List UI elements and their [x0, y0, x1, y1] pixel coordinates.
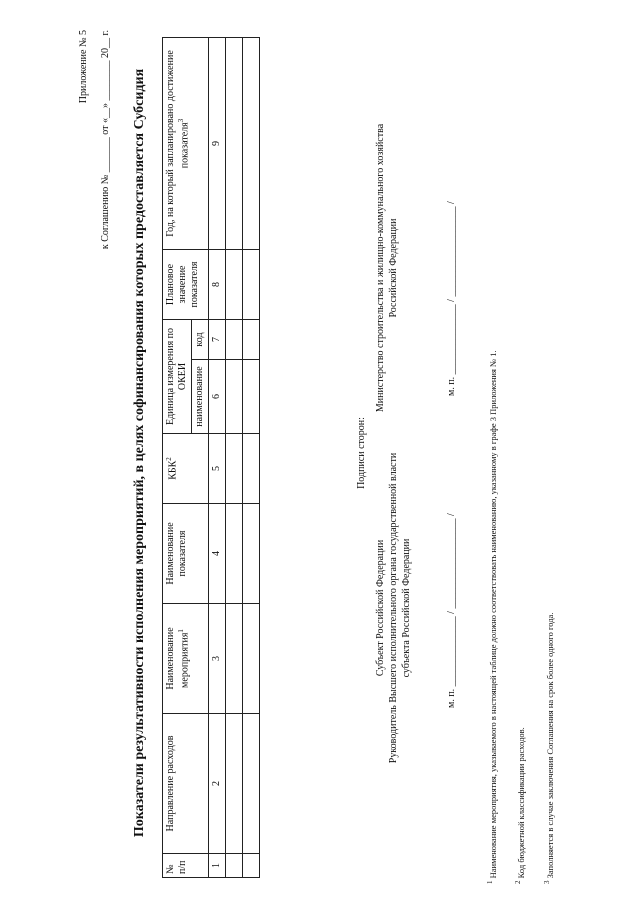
- appendix-label: Приложение № 5: [78, 30, 89, 104]
- col-num-cell: 8: [209, 249, 226, 319]
- table-row: [243, 37, 260, 877]
- region-role: Руководитель Высшего исполнительного органа государственной власти субъекта Российской Федерации: [388, 452, 412, 764]
- col-num-cell: 1: [209, 854, 226, 878]
- signature-block-ministry: [374, 108, 400, 428]
- col-num-cell: 4: [209, 504, 226, 604]
- footnote-2: $^2$ Код бюджетной классификации расходов.: [514, 727, 527, 884]
- col-num-cell: 9: [209, 37, 226, 249]
- signature-block-region: [374, 448, 413, 768]
- landscape-content: [74, 18, 574, 888]
- header-event: Наименование мероприятия$^1$: [163, 604, 209, 714]
- column-numbers-row: [209, 37, 226, 877]
- header-indicator: Наименование показателя: [163, 504, 209, 604]
- header-number: № п/п: [163, 854, 209, 878]
- header-year: Год, на который запланировано достижение показателя$^3$: [163, 37, 209, 249]
- region-org: Субъект Российской Федерации: [375, 539, 386, 677]
- footnotes: [486, 24, 571, 884]
- indicators-table: [162, 37, 260, 878]
- col-num-cell: 7: [209, 319, 226, 359]
- header-unit: Единица измерения по ОКЕИ: [163, 319, 192, 433]
- footnote-1: $^1$ Наименование мероприятия, указываемого в настоящей таблице должно соответствовать наименованию, указанному в графе 3 Приложения № 1.: [486, 350, 498, 884]
- document-page: [74, 18, 574, 888]
- header-direction: Направление расходов: [163, 714, 209, 854]
- table-header-row: [163, 37, 192, 877]
- header-planned: Плановое значение показателя: [163, 249, 209, 319]
- col-num-cell: 2: [209, 714, 226, 854]
- signature-line-ministry: м. п. ______________ / __________________ /: [446, 201, 457, 396]
- ministry-org: Министерство строительства и жилищно-коммунального хозяйства Российской Федерации: [375, 123, 399, 413]
- header-kbk: КБК$^2$: [163, 434, 209, 504]
- header-unit-name: наименование: [192, 360, 209, 434]
- table-row: [226, 37, 243, 877]
- col-num-cell: 6: [209, 360, 226, 434]
- footnote-3: $^3$ Заполняется в случае заключения Соглашения на срок более одного года.: [542, 612, 555, 884]
- agreement-reference: к Соглашению № _______ от «__» ________ 20__ г.: [100, 30, 111, 250]
- col-num-cell: 5: [209, 434, 226, 504]
- signature-line-region: м. п. ______________ / __________________ /: [446, 513, 457, 708]
- document-title: Показатели результативности исполнения мероприятий, в целях софинансирования которых предоставляется Субсидия: [132, 68, 147, 838]
- signatures-title: Подписи сторон:: [356, 417, 367, 489]
- header-unit-code: код: [192, 319, 209, 359]
- col-num-cell: 3: [209, 604, 226, 714]
